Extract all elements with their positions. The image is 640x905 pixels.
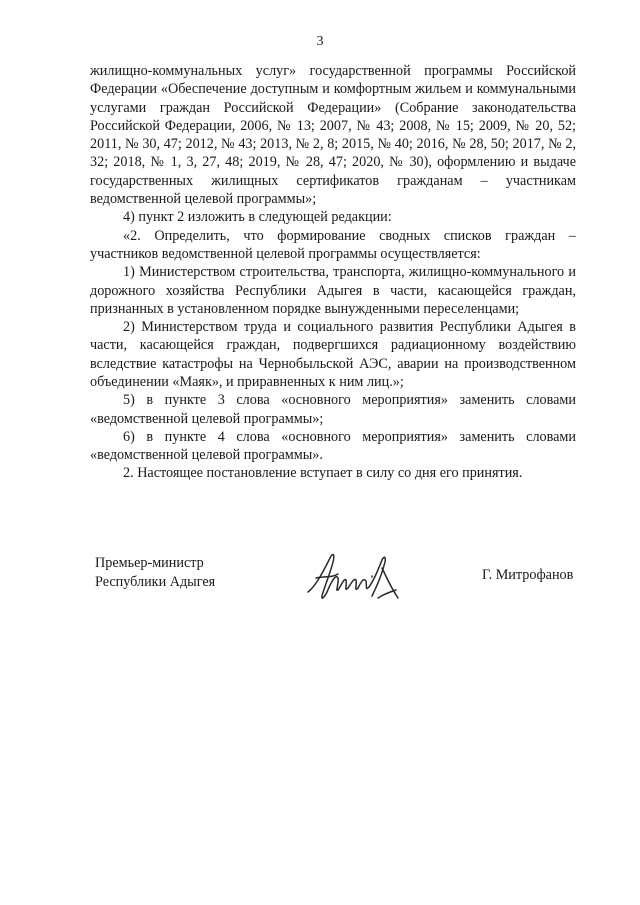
signer-title-line-1: Премьер-министр — [95, 555, 204, 571]
paragraph-continuation: жилищно-коммунальных услуг» государственной программы Российской Федерации «Обеспечение доступным и комфортным жильем и коммунальными услугами граждан Российской Федерации» (Собрание законодательства Российской Федерации, 2006, № 13; 2007, № 43; 2008, № 15; 2009, № 20, 52; 2011, № 30, 47; 2012, № 43; 2013, № 2, 8; 2015, № 40; 2016, № 28, 50; 2017, № 2, 32; 2018, № 1, 3, 27, 48; 2019, № 28, 47; 2020, № 30), оформлению и выдаче государственных жилищных сертификатов гражданам – участникам ведомственной целевой программы»; — [90, 63, 576, 208]
page-number: 3 — [316, 34, 324, 49]
document-body — [90, 62, 576, 465]
signer-name: Г. Митрофанов — [482, 567, 574, 583]
paragraph-subitem-1: 1) Министерством строительства, транспорта, жилищно-коммунального и дорожного хозяйства Республики Адыгея в части, касающейся граждан, признанных в установленном порядке вынужденными переселенцами; — [90, 264, 576, 317]
paragraph-item-4: 4) пункт 2 изложить в следующей редакции: — [123, 209, 392, 226]
signer-title-line-2: Республики Адыгея — [95, 573, 216, 590]
paragraph-item-6: 6) в пункте 4 слова «основного мероприятия» заменить словами «ведомственной целевой программы». — [90, 428, 576, 464]
paragraph-quoted-point-2: «2. Определить, что формирование сводных списков граждан – участников ведомственной целевой программы осуществляется: — [90, 227, 576, 262]
closing-paragraph: 2. Настоящее постановление вступает в силу со дня его принятия. — [123, 465, 523, 481]
paragraph-subitem-2: 2) Министерством труда и социального развития Республики Адыгея в части, касающейся граждан, подвергшихся радиационному воздействию вследствие катастрофы на Чернобыльской АЭС, аварии на производственном объединении «Маяк», и приравненных к ним лиц.»; — [90, 319, 576, 391]
signer-title — [95, 554, 215, 591]
handwritten-signature — [302, 548, 412, 612]
paragraph-item-5: 5) в пункте 3 слова «основного мероприятия» заменить словами «ведомственной целевой программы»; — [90, 392, 576, 427]
